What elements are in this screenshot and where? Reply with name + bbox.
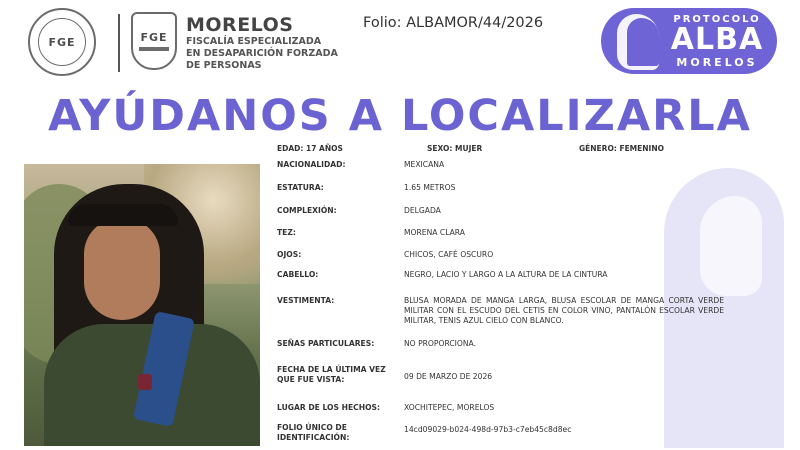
fge-shield-logo	[131, 12, 177, 70]
last-seen-value: 09 DE MARZO DE 2026	[404, 372, 493, 381]
last-seen-label-1: FECHA DE LA ÚLTIMA VEZ	[277, 365, 386, 374]
page-headline: AYÚDANOS A LOCALIZARLA	[48, 91, 752, 141]
id-folio-label-1: FOLIO ÚNICO DE	[277, 423, 347, 432]
id-folio-value: 14cd09029-b024-498d-97b3-c7eb45c8d8ec	[404, 425, 572, 434]
alba-state-label: MORELOS	[676, 56, 758, 69]
org-title: MORELOS	[186, 14, 294, 36]
hair-value: NEGRO, LACIO Y LARGO A LA ALTURA DE LA CINTURA	[404, 270, 608, 279]
marks-value: NO PROPORCIONA.	[404, 339, 477, 348]
header-divider	[118, 14, 120, 72]
silhouette-face-decoration	[700, 196, 762, 296]
eyes-label: OJOS:	[277, 250, 302, 259]
org-subtitle-3: DE PERSONAS	[186, 60, 262, 71]
marks-label: SEÑAS PARTICULARES:	[277, 339, 375, 348]
fge-seal-logo	[28, 8, 96, 76]
missing-person-photo	[24, 164, 260, 446]
org-subtitle-2: EN DESAPARICIÓN FORZADA	[186, 48, 338, 59]
clothing-value: BLUSA MORADA DE MANGA LARGA, BLUSA ESCOLAR DE MANGA CORTA VERDE MILITAR CON EL ESCUDO DEL CETIS EN COLOR VINO, PANTALÓN ESCOLAR VERDE MILITAR, TENIS AZUL CIELO CON BLANCO.	[404, 296, 724, 325]
height-value: 1.65 METROS	[404, 183, 456, 192]
fge-seal-text: FGE	[48, 35, 76, 49]
clothing-label: VESTIMENTA:	[277, 296, 335, 305]
location-value: XOCHITEPEC, MORELOS	[404, 403, 495, 412]
last-seen-label-2: QUE FUE VISTA:	[277, 375, 345, 384]
id-folio-label-2: IDENTIFICACIÓN:	[277, 433, 350, 442]
fge-shield-text: FGE	[140, 31, 168, 44]
skin-value: MORENA CLARA	[404, 228, 465, 237]
eyes-value: CHICOS, CAFÉ OSCURO	[404, 250, 494, 259]
age-field: EDAD: 17 AÑOS	[277, 144, 343, 153]
protocolo-alba-logo	[601, 8, 777, 74]
sex-field: SEXO: MUJER	[427, 144, 483, 153]
folio-number: Folio: ALBAMOR/44/2026	[363, 15, 544, 31]
skin-label: TEZ:	[277, 228, 296, 237]
org-subtitle-1: FISCALÍA ESPECIALIZADA	[186, 36, 322, 47]
gender-field: GÉNERO: FEMENINO	[579, 144, 664, 153]
nationality-value: MEXICANA	[404, 160, 445, 169]
hair-label: CABELLO:	[277, 270, 319, 279]
nationality-label: NACIONALIDAD:	[277, 160, 346, 169]
alba-word: ALBA	[670, 22, 764, 57]
organization-block	[186, 14, 338, 72]
alba-protocol-label: PROTOCOLO	[673, 14, 761, 25]
location-label: LUGAR DE LOS HECHOS:	[277, 403, 381, 412]
build-value: DELGADA	[404, 206, 441, 215]
build-label: COMPLEXIÓN:	[277, 206, 337, 215]
height-label: ESTATURA:	[277, 183, 324, 192]
